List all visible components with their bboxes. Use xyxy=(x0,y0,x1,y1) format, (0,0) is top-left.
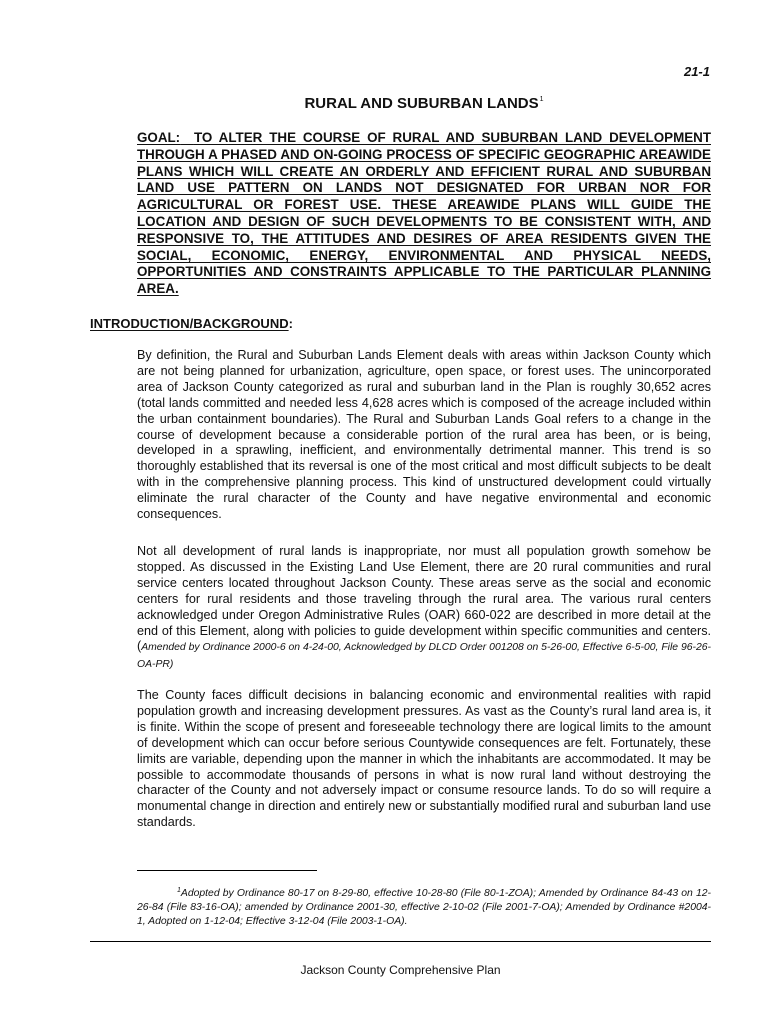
goal-text: TO ALTER THE COURSE OF RURAL AND SUBURBAN LAND DEVELOPMENT THROUGH A PHASED AND ON-GOING PROCESS OF SPECIFIC GEOGRAPHIC AREAWIDE PLANS WHICH WILL CREATE AN ORDERLY AND EFFICIENT RURAL AND SUBURBAN LAND USE PATTERN ON LANDS NOT DESIGNATED FOR URBAN NOR FOR AGRICULTURAL OR FOREST USE. THESE AREAWIDE PLANS WILL GUIDE THE LOCATION AND DESIGN OF SUCH DEVELOPMENTS TO BE CONSISTENT WITH, AND RESPONSIVE TO, THE ATTITUDES AND DESIRES OF AREA RESIDENTS GIVEN THE SOCIAL, ECONOMIC, ENERGY, ENVIRONMENTAL AND PHYSICAL NEEDS, OPPORTUNITIES AND CONSTRAINTS APPLICABLE TO THE PARTICULAR PLANNING AREA xyxy=(137,130,711,297)
section-heading-colon: : xyxy=(288,316,293,331)
footnote-mark: 1 xyxy=(177,887,181,894)
section-heading xyxy=(90,316,293,331)
title-footnote-mark: 1 xyxy=(539,96,544,103)
paragraph-3: The County faces difficult decisions in balancing economic and environmental realities with rapid population growth and increasing development pressures. As vast as the County’s rural land area is, it is finite. Within the scope of present and foreseeable technology there are logical limits to the amount of development which can occur before serious Countywide consequences are felt. Fortunately, these limits are variable, depending upon the manner in which the inhabitants are accommodated. It may be possible to accommodate thousands of persons in what is now rural land without destroying the character of the County and not adversely impact or consume resource lands. To do so will require a monumental change in direction and entirely new or substantially modified rural and suburban land use standards. xyxy=(137,688,711,830)
page-title-text: RURAL AND SUBURBAN LANDS xyxy=(304,95,539,112)
footnote xyxy=(137,884,711,929)
page-title xyxy=(137,95,711,112)
goal-label: GOAL: xyxy=(137,130,181,145)
paragraph-2-amendment: Amended by Ordinance 2000-6 on 4-24-00, Acknowledged by DLCD Order 001208 on 5-26-00, Effective 6-5-00, File 96-26-OA-PR) xyxy=(137,642,711,671)
paragraph-2 xyxy=(137,544,711,673)
goal-statement xyxy=(137,130,711,298)
footnote-text: Adopted by Ordinance 80-17 on 8-29-80, effective 10-28-80 (File 80-1-ZOA); Amended by Ordinance 84-43 on 12-26-84 (File 83-16-OA); amended by Ordinance 2001-30, effective 2-10-02 (File 2001-7-OA); Amended by Ordinance #2004-1, Adopted on 1-12-04; Effective 3-12-04 (File 2003-1-OA). xyxy=(137,888,711,927)
paragraph-1: By definition, the Rural and Suburban Lands Element deals with areas within Jackson County which are not being planned for urbanization, agriculture, open space, or forest uses. The unincorporated area of Jackson County categorized as rural and suburban land in the Plan is roughly 30,652 acres (total lands committed and needed less 4,628 acres which is composed of the acreage included within the urban containment boundaries). The Rural and Suburban Lands Goal refers to a change in the course of development because a considerable portion of the rural area has been, or is being, developed in a sprawling, inefficient, and environmentally detrimental manner. This trend is so thoroughly established that its reversal is one of the most critical and most difficult subjects to be dealt with in the comprehensive planning process. This kind of unstructured development could virtually eliminate the rural character of the County and have negative environmental and economic consequences. xyxy=(137,348,711,522)
page-footer: Jackson County Comprehensive Plan xyxy=(300,963,501,977)
page-number: 21-1 xyxy=(683,64,710,79)
footer-divider xyxy=(90,941,711,942)
section-heading-text: INTRODUCTION/BACKGROUND xyxy=(90,316,289,331)
footnote-divider xyxy=(137,870,317,871)
goal-end: . xyxy=(174,281,179,297)
paragraph-2-text: Not all development of rural lands is inappropriate, nor must all population growth somehow be stopped. As discussed in the Existing Land Use Element, there are 20 rural communities and rural service centers located throughout Jackson County. These areas serve as the social and economic centers for rural residents and those traveling through the rural area. The various rural centers acknowledged under Oregon Administrative Rules (OAR) 660-022 are described in more detail at the end of this Element, along with policies to guide development within specific communities and centers. ( xyxy=(137,544,711,654)
